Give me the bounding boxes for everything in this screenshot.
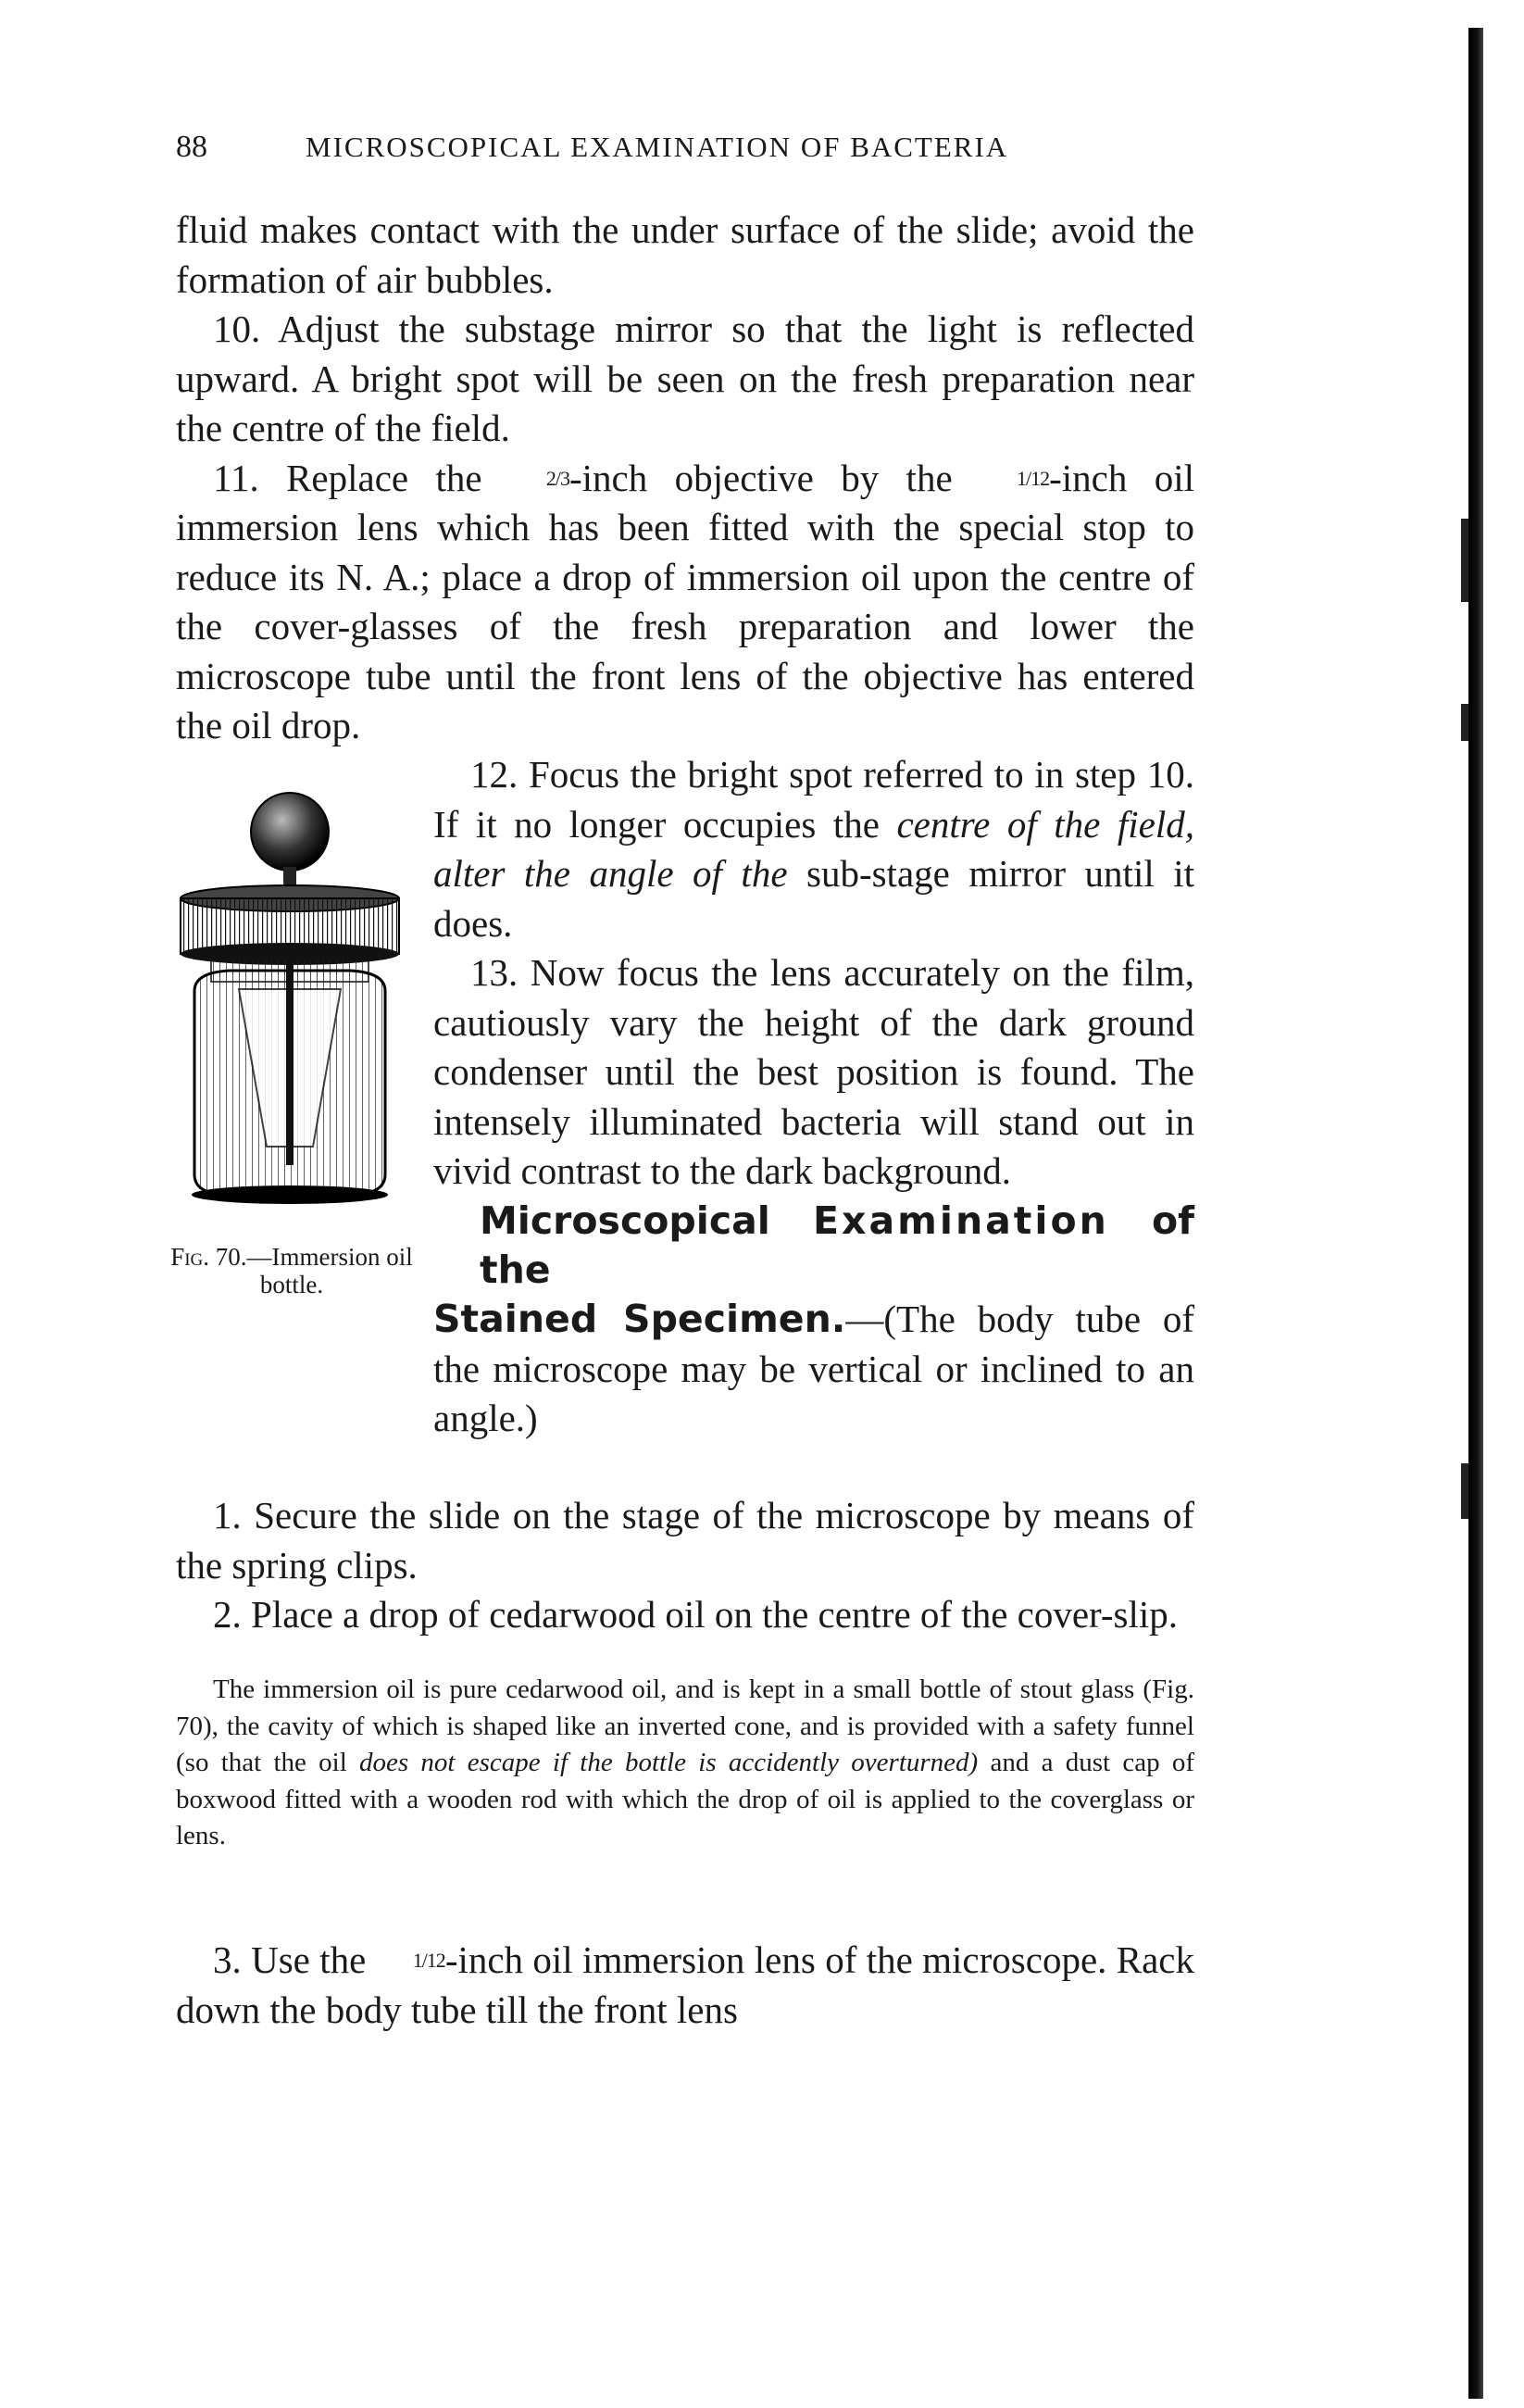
note-italic: does not escape if the bottle is accidently overturned)	[359, 1748, 979, 1777]
step-12-italic: centre of the field, alter the angle of the	[433, 802, 1194, 895]
step-11	[176, 454, 1194, 751]
heading-word: of the	[480, 1198, 1195, 1292]
heading-word: Microscopical	[480, 1198, 770, 1243]
body-text-steps	[176, 1491, 1194, 1640]
paragraph: fluid makes contact with the under surface of the slide; avoid the formation of air bubbles.	[176, 208, 1194, 301]
fraction: 1/12	[1017, 466, 1050, 490]
running-title: MICROSCOPICAL EXAMINATION OF BACTERIA	[306, 131, 1009, 163]
step-12	[433, 750, 1194, 948]
step-11-text: -inch oil immersion lens which has been fitted with the special stop to reduce its N. A.; place a drop of immersion oil upon the centre of the cover-glasses of the fresh preparation and lower the microscope tube until the front lens of the objective has entered the oil drop.	[176, 456, 1194, 746]
section-heading-line2: Stained Specimen.	[433, 1297, 846, 1341]
scan-edge-shadow	[1468, 28, 1483, 2399]
body-text-bottom	[176, 1936, 1194, 2035]
heading-line2	[433, 1295, 1194, 1444]
step-1: 1. Secure the slide on the stage of the microscope by means of the spring clips.	[176, 1494, 1194, 1587]
heading-word: Examination	[813, 1198, 1109, 1243]
step-3-text: 3. Use the	[213, 1938, 376, 1981]
note-text: and a dust cap of boxwood fitted with a wooden rod with which the drop of oil is applied to the coverglass or lens.	[176, 1748, 1194, 1850]
footnote-block	[176, 1672, 1194, 1855]
figure-label: Fig. 70.	[170, 1243, 247, 1271]
step-13: 13. Now focus the lens accurately on the film, cautiously vary the height of the dark ground condenser until the best position is found. The intensely illuminated bacteria will stand out in vivid contrast to the dark background.	[433, 951, 1194, 1192]
step-3-text: -inch oil immersion lens of the microscope. Rack down the body tube till the front lens	[176, 1938, 1194, 2031]
heading-continuation	[433, 1295, 1194, 1444]
step-2: 2. Place a drop of cedarwood oil on the centre of the cover-slip.	[213, 1593, 1179, 1636]
oil-bottle-illustration	[174, 776, 406, 1211]
section-heading-line1	[433, 1197, 1194, 1296]
note-text: The immersion oil is pure cedarwood oil, and is kept in a small bottle of stout glass (Fig. 70), the cavity of which is shaped like an inverted cone, and is provided with a safety funnel (so that the oil	[176, 1674, 1194, 1777]
page-number: 88	[176, 130, 207, 164]
scan-edge-mark	[1461, 1463, 1468, 1519]
step-12-text: 12. Focus the bright spot referred to in step 10. If it no longer occupies the	[433, 753, 1194, 846]
fraction: 1/12	[412, 1949, 445, 1972]
fraction: 2/3	[545, 466, 570, 490]
figure-caption	[157, 1243, 426, 1298]
figure-caption-text: —Immersion oil bottle.	[246, 1243, 413, 1298]
step-12-text: sub-stage mirror until it does.	[433, 852, 1194, 945]
body-text-wrap	[433, 750, 1194, 1296]
step-11-text: 11. Replace the	[213, 456, 509, 499]
body-text-top	[176, 206, 1194, 751]
heading-followup: —(The body tube of the microscope may be vertical or inclined to an angle.)	[433, 1298, 1195, 1439]
running-header	[176, 130, 1194, 165]
step-11-text: -inch objective by the	[569, 456, 980, 499]
immersion-oil-note	[176, 1672, 1194, 1855]
step-3	[176, 1936, 1194, 2035]
scan-edge-mark	[1461, 519, 1468, 602]
figure-oil-bottle	[174, 776, 406, 1211]
step-10: 10. Adjust the substage mirror so that the light is reflected upward. A bright spot will be seen on the fresh preparation near the centre of the field.	[176, 307, 1194, 449]
scan-edge-mark	[1461, 704, 1468, 741]
